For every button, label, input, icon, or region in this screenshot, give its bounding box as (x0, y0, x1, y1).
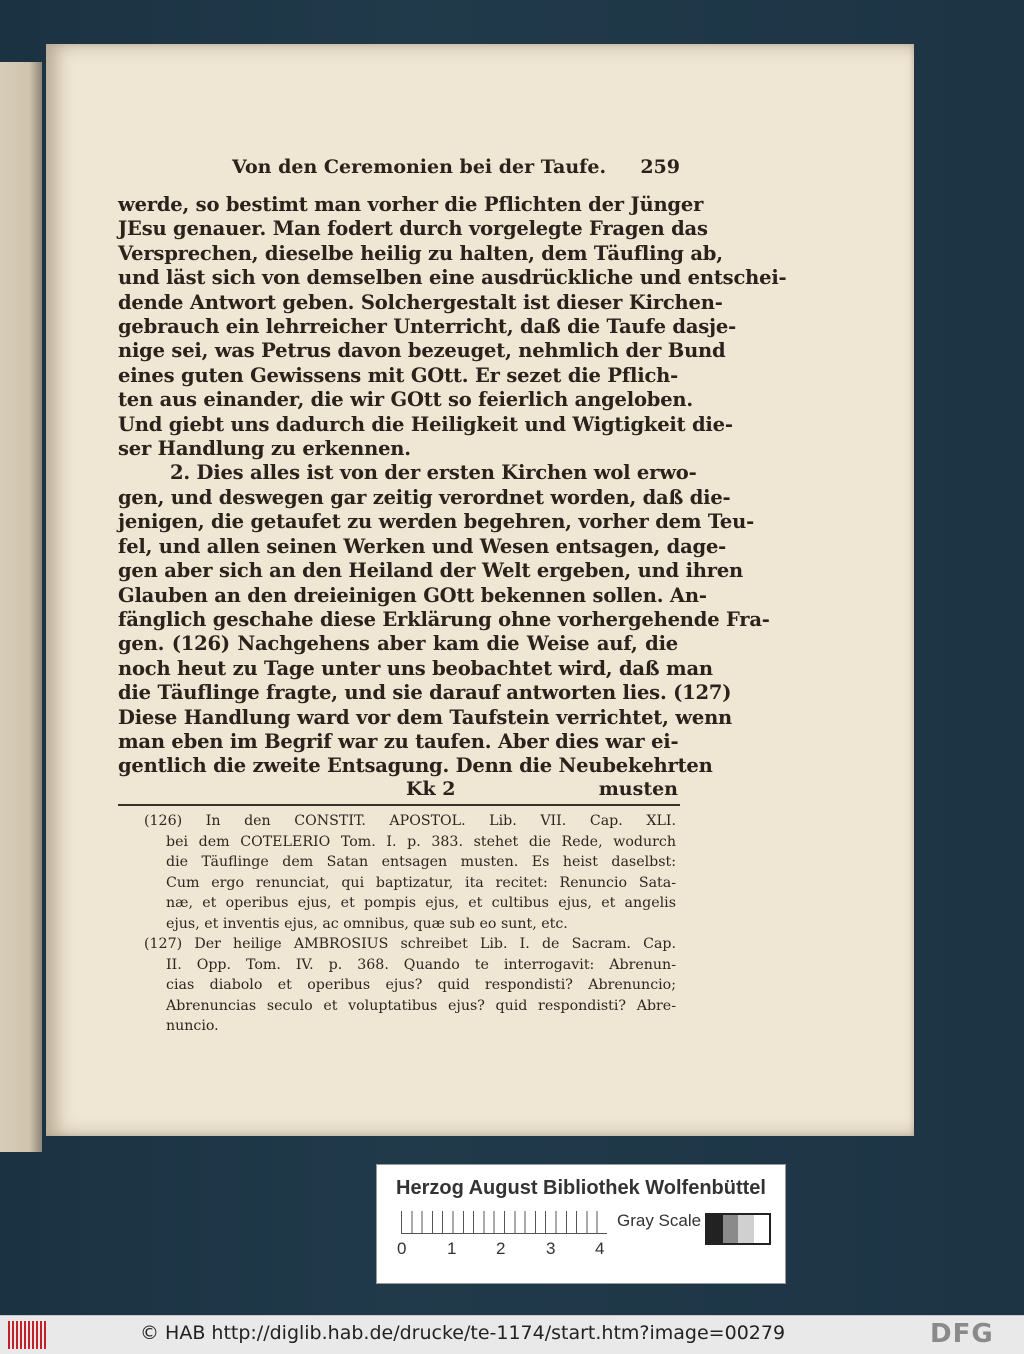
body-line: ser Handlung zu erkennen. (118, 437, 411, 461)
footnote-line: ejus, et inventis ejus, ac omnibus, quæ sub eo sunt, etc. (166, 915, 568, 932)
footnote-line: næ, et operibus ejus, et pompis ejus, et cultibus ejus, et angelis (166, 895, 676, 911)
body-line: Diese Handlung ward vor dem Taufstein verrichtet, wenn (118, 705, 733, 729)
body-line: noch heut zu Tage unter uns beobachtet wird, daß man (118, 656, 713, 680)
footnote-line: bei dem COTELERIO Tom. I. p. 383. stehet die Rede, wodurch (166, 833, 676, 850)
hab-logo-icon (8, 1321, 48, 1349)
footnote-127 (144, 934, 676, 1037)
dfg-logo: DFG (930, 1319, 994, 1349)
copyright-link[interactable]: © HAB http://diglib.hab.de/drucke/te-1174/start.htm?image=00279 (140, 1322, 786, 1344)
gray-swatch (723, 1215, 739, 1243)
footnote-line: (126) In den CONSTIT. APOSTOL. Lib. VII. Cap. XLI. (144, 813, 676, 829)
body-line: gen aber sich an den Heiland der Welt ergeben, und ihren (118, 559, 744, 583)
scale-number: 4 (595, 1239, 605, 1258)
body-line: gebrauch ein lehrreicher Unterricht, daß die Taufe dasje- (118, 315, 736, 339)
page-number: 259 (640, 156, 680, 178)
footnote-line: Cum ergo renunciat, qui baptizatur, ita recitet: Renuncio Sata- (166, 874, 676, 891)
gray-scale-swatches (705, 1213, 771, 1245)
body-line: gen. (126) Nachgehens aber kam die Weise auf, die (118, 632, 678, 656)
scale-number: 1 (447, 1239, 457, 1258)
body-line: Glauben an den dreieinigen GOtt bekennen sollen. An- (118, 583, 707, 607)
body-line: und läst sich von demselben eine ausdrückliche und entschei- (118, 266, 787, 290)
body-line: fel, und allen seinen Werken und Wesen entsagen, dage- (118, 534, 727, 558)
signature-mark: Kk 2 (406, 778, 456, 800)
footnote-line: cias diabolo et operibus ejus? quid respondisti? Abrenuncio; (166, 977, 676, 993)
footnote-line: nuncio. (166, 1018, 219, 1034)
body-line: gentlich die zweite Entsagung. Denn die Neubekehrten (118, 754, 713, 778)
footnote-line: II. Opp. Tom. IV. p. 368. Quando te interrogavit: Abrenun- (166, 956, 676, 973)
footnote-rule (118, 804, 680, 806)
library-color-target (376, 1164, 786, 1284)
facing-page-edge (0, 62, 42, 1152)
gray-swatch (738, 1215, 754, 1243)
footnote-126 (144, 811, 676, 934)
body-line: dende Antwort geben. Solchergestalt ist dieser Kirchen- (118, 290, 723, 314)
scale-number: 2 (496, 1239, 506, 1258)
viewer-footer (0, 1315, 1024, 1354)
body-line: jenigen, die getaufet zu werden begehren, vorher dem Teu- (118, 510, 755, 534)
body-line: gen, und deswegen gar zeitig verordnet worden, daß die- (118, 485, 731, 509)
body-line: nige sei, was Petrus davon bezeuget, nehmlich der Bund (118, 339, 726, 363)
body-text (118, 193, 787, 779)
gray-swatch (754, 1215, 770, 1243)
body-line: die Täuflinge fragte, und sie darauf antworten lies. (127) (118, 681, 732, 705)
footnote-line: Abrenuncias seculo et voluptatibus ejus? quid respondisti? Abre- (166, 997, 676, 1014)
running-head (232, 156, 692, 182)
body-line: Versprechen, dieselbe heilig zu halten, dem Täufling ab, (118, 241, 723, 265)
scale-number: 0 (397, 1239, 407, 1258)
body-line: man eben im Begrif war zu taufen. Aber dies war ei- (118, 729, 679, 753)
gray-swatch (707, 1215, 723, 1243)
body-line: eines guten Gewissens mit GOtt. Er sezet die Pflich- (118, 363, 678, 387)
footnotes (144, 811, 676, 1037)
body-line: Und giebt uns dadurch die Heiligkeit und Wigtigkeit die- (118, 412, 733, 436)
paragraph-start-line: 2. Dies alles ist von der ersten Kirchen wol erwo- (170, 461, 697, 485)
library-name: Herzog August Bibliothek Wolfenbüttel (396, 1177, 766, 1199)
footnote-line: die Täuflinge dem Satan entsagen musten. Es heist daselbst: (166, 854, 676, 870)
footnote-line: (127) Der heilige AMBROSIUS schreibet Lib. I. de Sacram. Cap. (144, 936, 676, 952)
scale-ruler (401, 1211, 607, 1234)
catchword: musten (598, 778, 678, 800)
catchline (118, 778, 678, 802)
running-head-title: Von den Ceremonien bei der Taufe. (232, 156, 607, 178)
gray-scale-label: Gray Scale (617, 1211, 702, 1230)
body-line: werde, so bestimt man vorher die Pflichten der Jünger (118, 193, 704, 216)
body-line: JEsu genauer. Man fodert durch vorgelegte Fragen das (118, 217, 708, 241)
body-line: fänglich geschahe diese Erklärung ohne vorhergehende Fra- (118, 607, 770, 631)
scale-number: 3 (546, 1239, 556, 1258)
body-line: ten aus einander, die wir GOtt so feierlich angeloben. (118, 388, 693, 412)
